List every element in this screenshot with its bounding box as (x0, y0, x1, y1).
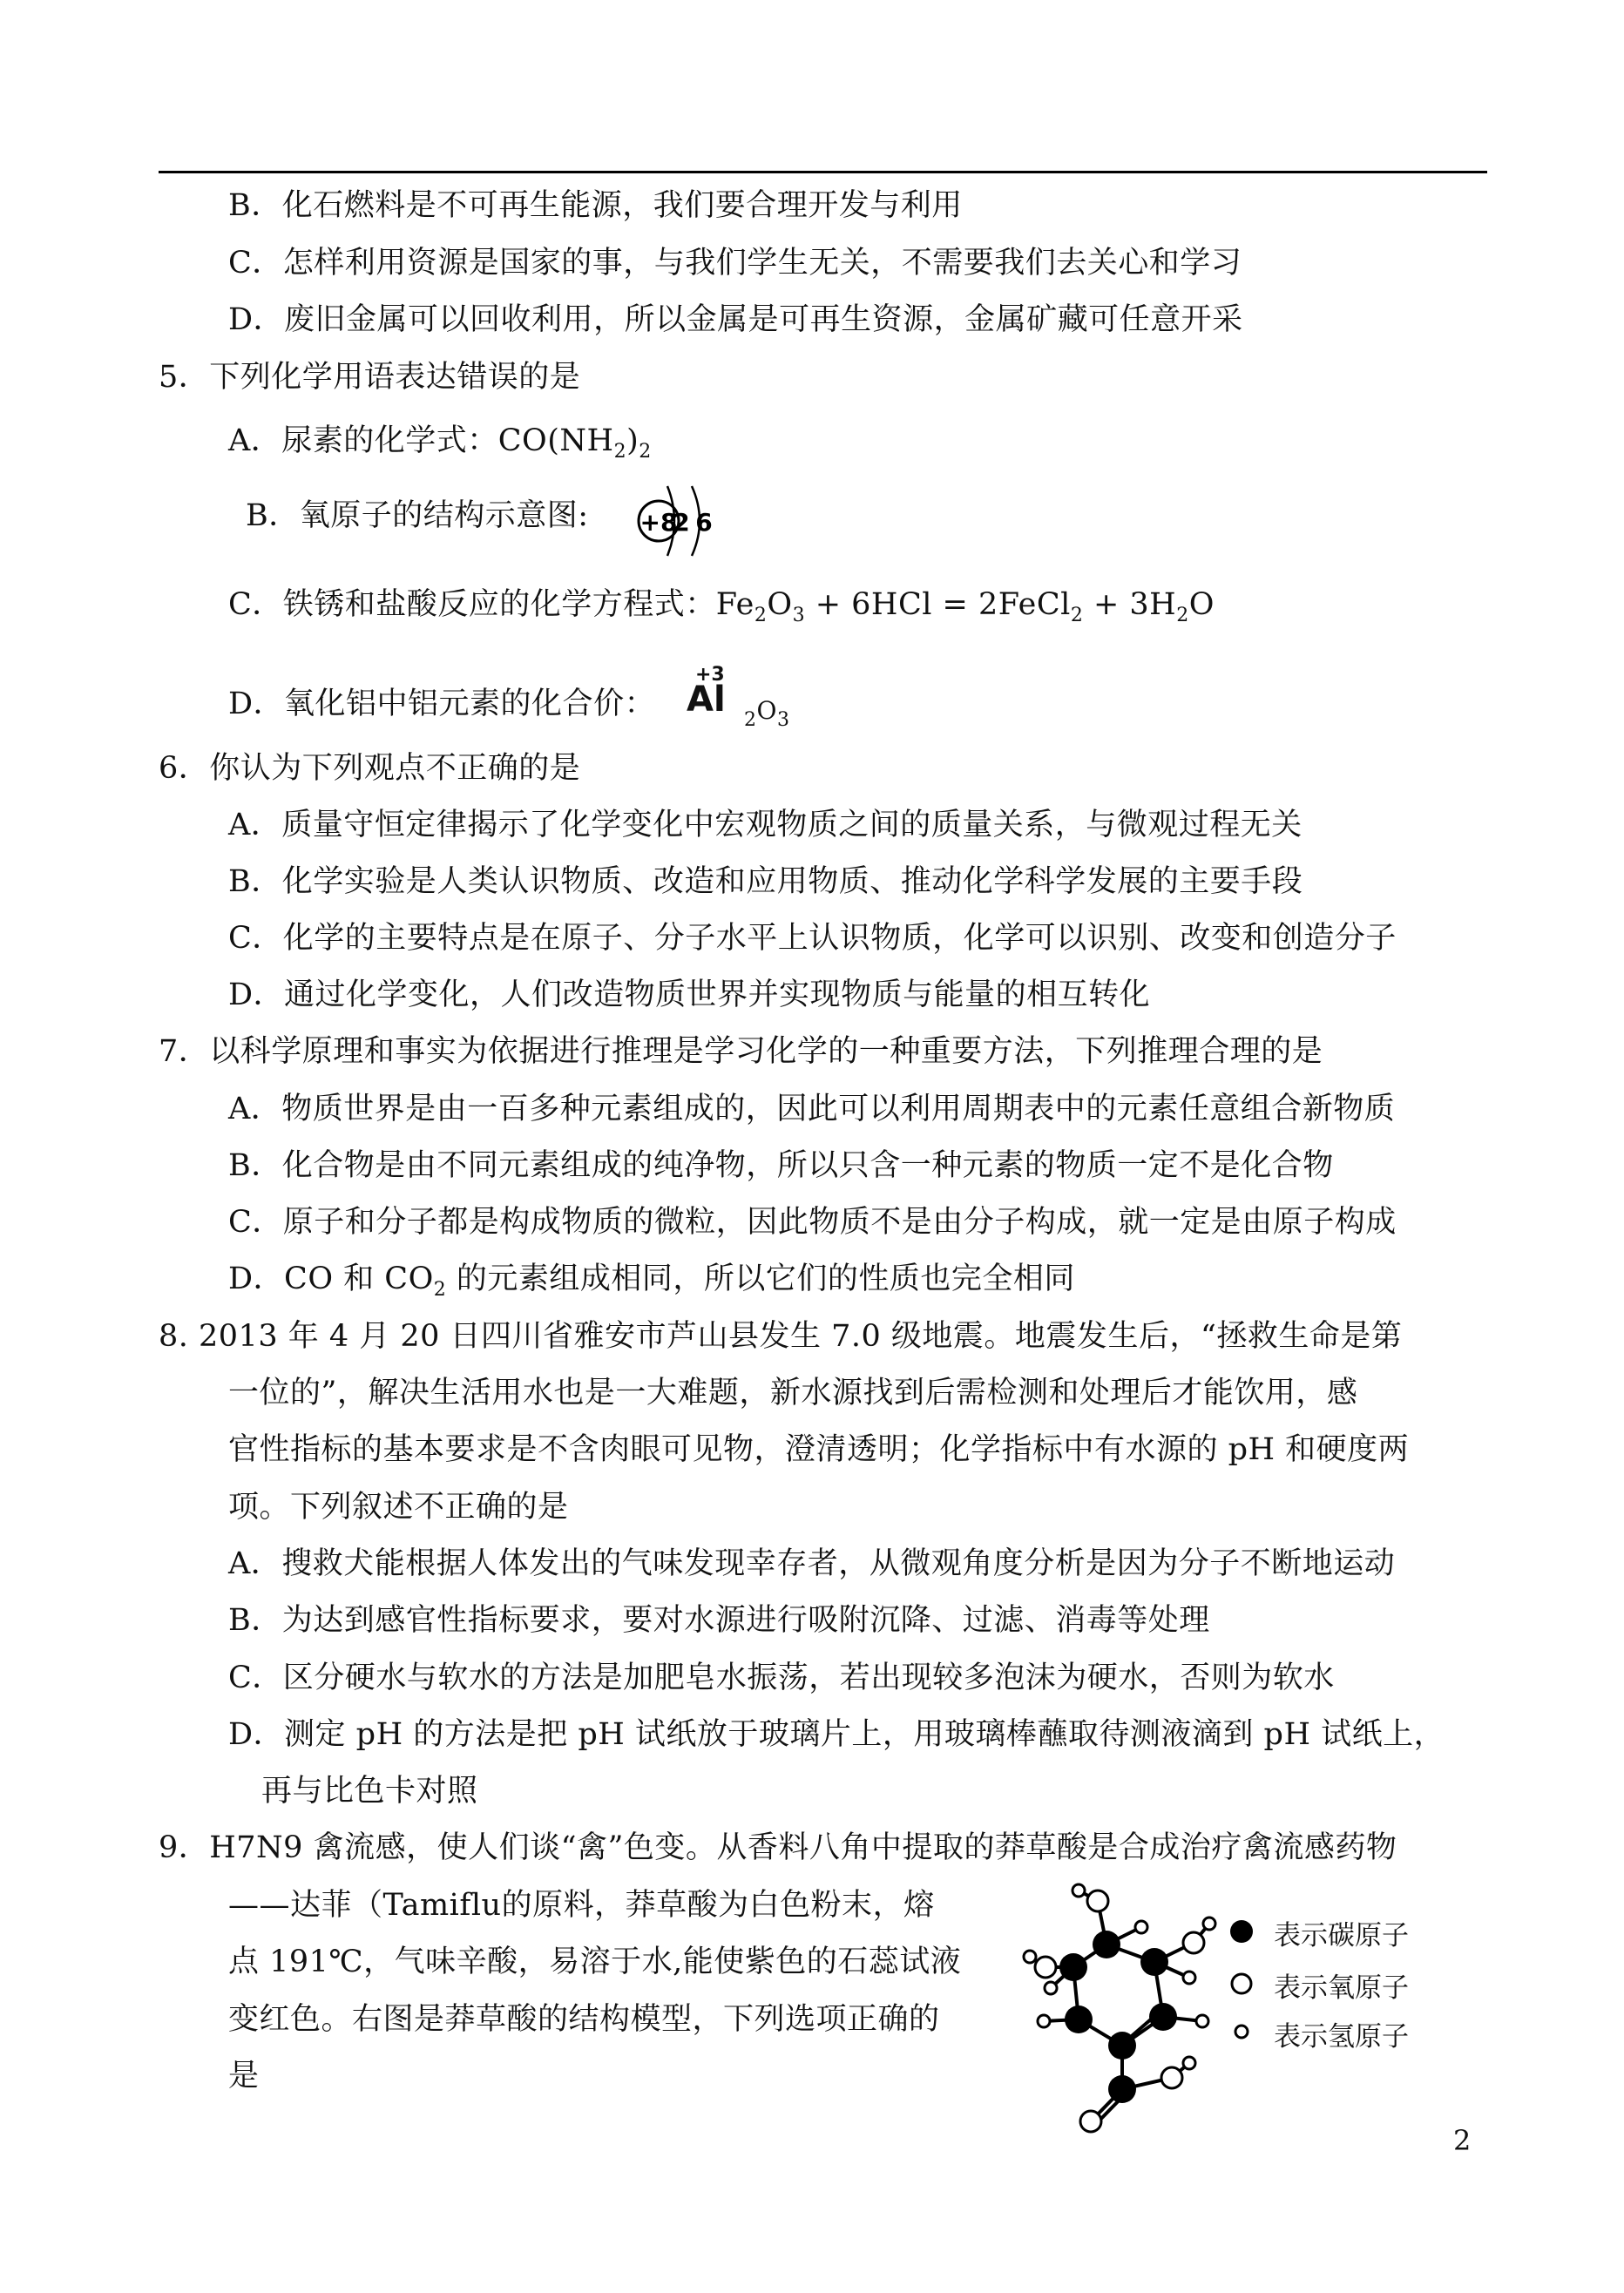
q9-stem-line-1: 9．H7N9 禽流感，使人们谈“禽”色变。从香料八角中提取的莽草酸是合成治疗禽流感药物 (159, 1830, 1397, 1865)
nucleus-charge-label: +8 (639, 508, 678, 537)
q8-stem-line-4: 项。下列叙述不正确的是 (228, 1490, 569, 1525)
q5-option-d: D．氧化铝中铝元素的化合价： (228, 687, 656, 721)
electron-shell-1-count: 2 (673, 508, 690, 537)
legend-carbon-label: 表示碳原子 (1274, 1920, 1409, 1951)
hydrogen-atom-legend-icon (1231, 2021, 1252, 2042)
q8-stem-line-2: 一位的”，解决生活用水也是一大难题，新水源找到后需检测和处理后才能饮用，感 (228, 1376, 1358, 1410)
q5-option-c: C．铁锈和盐酸反应的化学方程式：$Fe_2O_3 + 6HCl$ = 2FeCl$_2$ + $3H_2O$ (228, 587, 1215, 626)
q6-stem: 6．你认为下列观点不正确的是 (159, 751, 581, 786)
q6-option-a: A．质量守恒定律揭示了化学变化中宏观物质之间的质量关系，与微观过程无关 (228, 808, 1303, 842)
q7-option-c: C．原子和分子都是构成物质的微粒，因此物质不是由分子构成，就一定是由原子构成 (228, 1205, 1397, 1240)
aluminum-valence-notation (687, 664, 739, 725)
q4-option-b: B．化石燃料是不可再生能源，我们要合理开发与利用 (228, 188, 963, 223)
q4-option-c: C．怎样利用资源是国家的事，与我们学生无关，不需要我们去关心和学习 (228, 246, 1242, 281)
shikimic-acid-molecule-model (1019, 1882, 1255, 2152)
q9-stem-line-2: ——达菲（Tamiflu的原料，莽草酸为白色粉末，熔 (228, 1888, 935, 1923)
q8-option-c: C．区分硬水与软水的方法是加肥皂水振荡，若出现较多泡沫为硬水，否则为软水 (228, 1661, 1335, 1695)
q7-option-b: B．化合物是由不同元素组成的纯净物，所以只含一种元素的物质一定不是化合物 (228, 1148, 1334, 1183)
legend-oxygen-label: 表示氧原子 (1274, 1972, 1409, 2004)
q8-option-a: A．搜救犬能根据人体发出的气味发现幸存者，从微观角度分析是因为分子不断地运动 (228, 1546, 1396, 1581)
header-rule (159, 171, 1487, 173)
q9-stem-line-3: 点 191℃，气味辛酸，易溶于水,能使紫色的石蕊试液 (228, 1945, 962, 1979)
q5-option-d-formula-tail: $_2O_3$ (744, 696, 790, 731)
q6-option-b: B．化学实验是人类认识物质、改造和应用物质、推动化学科学发展的主要手段 (228, 864, 1303, 899)
carbon-atom-legend-icon (1228, 1918, 1255, 1945)
q6-option-d: D．通过化学变化，人们改造物质世界并实现物质与能量的相互转化 (228, 977, 1151, 1012)
legend-hydrogen-label: 表示氢原子 (1274, 2021, 1409, 2053)
electron-shell-2-count: 6 (695, 508, 713, 537)
q6-option-c: C．化学的主要特点是在原子、分子水平上认识物质，化学可以识别、改变和创造分子 (228, 921, 1397, 956)
q5-option-a: A．尿素的化学式：$CO(NH_2)_2$ (228, 423, 652, 463)
q8-option-b: B．为达到感官性指标要求，要对水源进行吸附沉降、过滤、消毒等处理 (228, 1603, 1210, 1638)
element-symbol: Al (687, 680, 726, 720)
valence-label: +3 (695, 664, 725, 686)
oxygen-atom-structure-diagram (627, 481, 723, 559)
q8-stem-line-3: 官性指标的基本要求是不含肉眼可见物，澄清透明；化学指标中有水源的 pH 和硬度两 (228, 1432, 1410, 1467)
q9-stem-line-4: 变红色。右图是莽草酸的结构模型，下列选项正确的 (228, 2002, 940, 2037)
q9-stem-line-5: 是 (228, 2059, 260, 2093)
page-number: 2 (1453, 2124, 1472, 2157)
q4-option-d: D．废旧金属可以回收利用，所以金属是可再生资源，金属矿藏可任意开采 (228, 302, 1243, 337)
q8-stem-line-1: 8. 2013 年 4 月 20 日四川省雅安市芦山县发生 7.0 级地震。地震发生后，“拯救生命是第 (159, 1319, 1403, 1354)
q5-option-b: B．氧原子的结构示意图: (246, 498, 589, 533)
oxygen-atom-legend-icon (1228, 1971, 1255, 1997)
q7-option-d: D．CO 和 $CO_2$ 的元素组成相同，所以它们的性质也完全相同 (228, 1261, 1075, 1301)
q7-option-a: A．物质世界是由一百多种元素组成的，因此可以利用周期表中的元素任意组合新物质 (228, 1092, 1396, 1126)
q8-option-d-line-2: 再与比色卡对照 (261, 1774, 478, 1809)
q7-stem: 7．以科学原理和事实为依据进行推理是学习化学的一种重要方法，下列推理合理的是 (159, 1034, 1323, 1069)
q5-stem: 5．下列化学用语表达错误的是 (159, 360, 581, 395)
q8-option-d-line-1: D．测定 pH 的方法是把 pH 试纸放于玻璃片上，用玻璃棒蘸取待测液滴到 pH 试纸上， (228, 1717, 1445, 1752)
